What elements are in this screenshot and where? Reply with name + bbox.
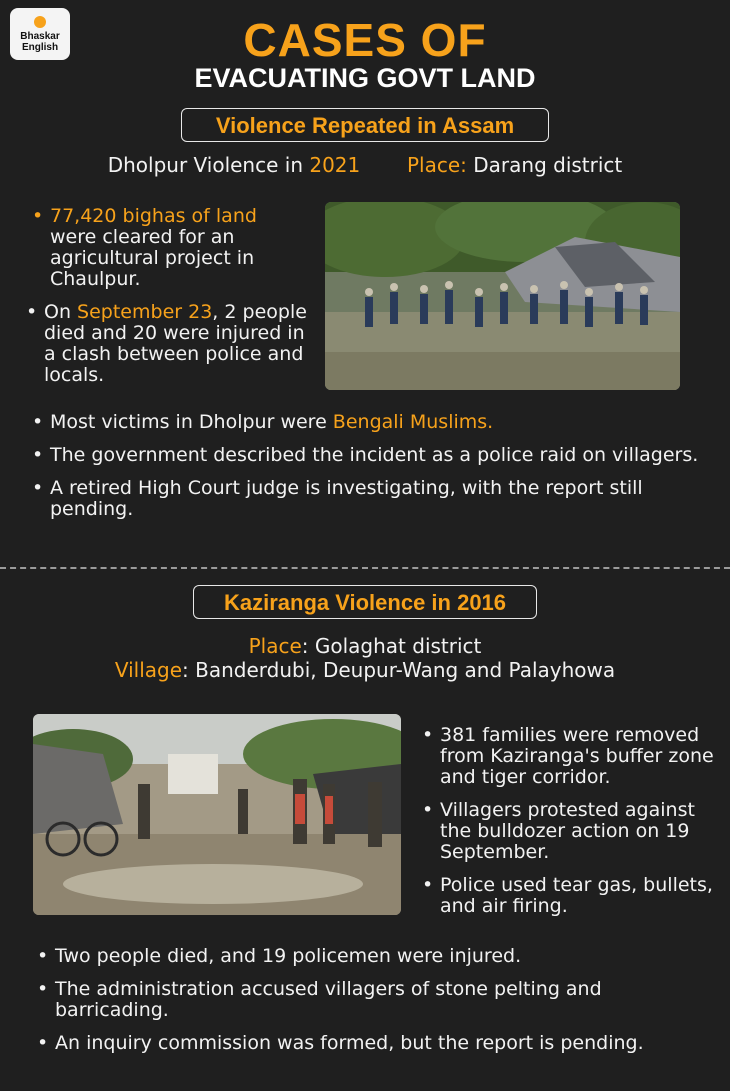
section2-bullets-bottom <box>35 946 705 1066</box>
list-item: • 381 families were removed from Kaziranga's buffer zone and tiger corridor. <box>420 725 720 788</box>
section1-bullets-bottom <box>30 412 710 532</box>
page-subtitle: EVACUATING GOVT LAND <box>194 63 536 93</box>
list-item: • The government described the incident as a police raid on villagers. <box>30 445 710 466</box>
section2-heading: Kaziranga Violence in 2016 <box>193 585 537 619</box>
section1-year: 2021 <box>309 153 361 177</box>
section2-village: Village: Banderdubi, Deupur-Wang and Palayhowa <box>114 658 616 682</box>
kaziranga-photo <box>33 714 401 915</box>
list-item: • Villagers protested against the bulldozer action on 19 September. <box>420 800 720 863</box>
section1-heading: Violence Repeated in Assam <box>181 108 549 142</box>
section1-place-value: Darang district <box>466 153 623 177</box>
page-title: CASES OF <box>243 14 487 66</box>
dholpur-photo <box>325 202 680 390</box>
list-item: • The administration accused villagers of stone pelting and barricading. <box>35 979 705 1021</box>
section2-bullets-right <box>420 725 720 929</box>
list-item: • Police used tear gas, bullets, and air firing. <box>420 875 720 917</box>
section2-place: Place: Golaghat district <box>248 634 482 658</box>
list-item: • On September 23, 2 people died and 20 were injured in a clash between police and locals. <box>24 302 320 386</box>
section1-bullets-top <box>30 206 320 398</box>
list-item: • Two people died, and 19 policemen were injured. <box>35 946 705 967</box>
section1-place-label: Place: <box>406 153 467 177</box>
section1-subline: Dholpur Violence in 2021 Place: Darang district <box>107 153 623 177</box>
logo-line1: Bhaskar <box>20 30 60 42</box>
list-item: • A retired High Court judge is investigating, with the report still pending. <box>30 478 710 520</box>
list-item: • 77,420 bighas of land were cleared for an agricultural project in Chaulpur. <box>30 206 280 290</box>
list-item: • Most victims in Dholpur were Bengali Muslims. <box>30 412 710 433</box>
list-item: • An inquiry commission was formed, but the report is pending. <box>35 1033 705 1054</box>
section-divider <box>0 567 730 569</box>
logo-line2: English <box>21 41 59 53</box>
